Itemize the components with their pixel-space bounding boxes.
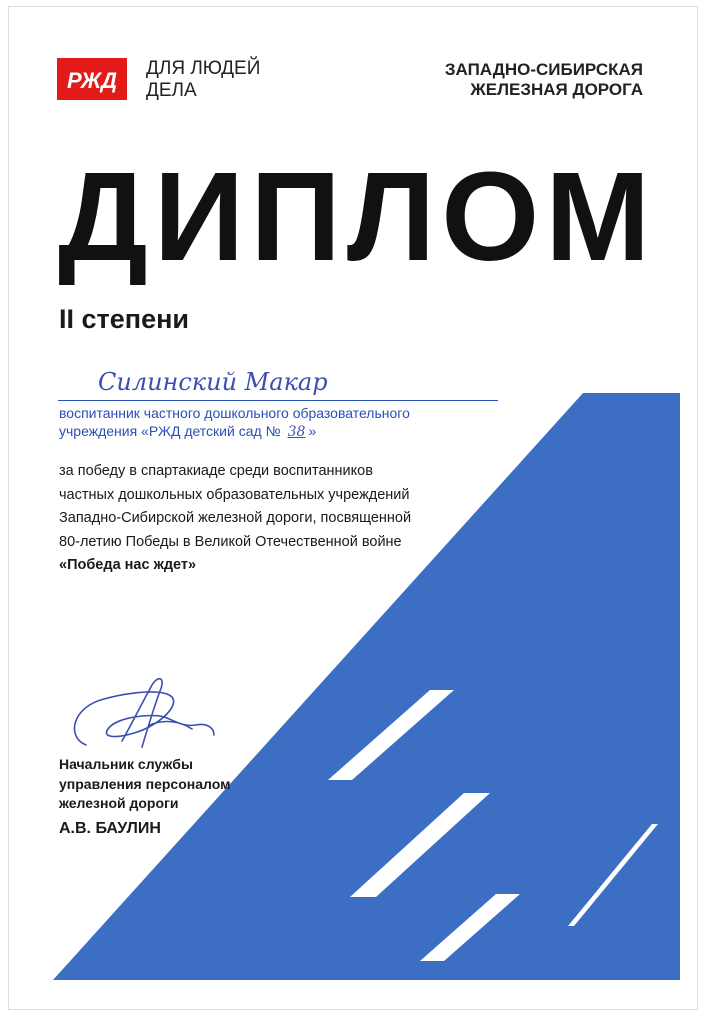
signature — [64, 667, 224, 757]
signer-title-line-1: Начальник службы — [59, 756, 193, 772]
rzd-logo — [57, 58, 127, 100]
logo-text: РЖД — [66, 68, 118, 93]
pupil-line-2 — [59, 422, 410, 441]
signer-title-line-3: железной дороги — [59, 795, 179, 811]
railway-name — [445, 60, 643, 100]
recipient-name-handwritten: Силинский Макар — [98, 368, 328, 396]
kindergarten-number: 38 — [287, 424, 306, 440]
signer-title-line-2: управления персоналом — [59, 775, 231, 792]
name-underline — [58, 400, 498, 401]
reason-line-2: частных дошкольных образовательных учреждений — [59, 486, 410, 503]
reason-line-4: 80-летию Победы в Великой Отечественной войне — [59, 533, 402, 550]
signer-position — [59, 755, 230, 814]
slogan-line-2: ДЕЛА — [146, 80, 197, 101]
event-name: «Победа нас ждет» — [59, 557, 197, 573]
company-slogan — [146, 58, 260, 102]
pupil-line-2-start: учреждения «РЖД детский сад № — [59, 423, 281, 439]
diploma-degree: II степени — [59, 304, 189, 334]
reason-line-3: Западно-Сибирской железной дороги, посвященной — [59, 510, 412, 526]
recipient-description — [59, 404, 410, 441]
signer-name: А.В. БАУЛИН — [59, 820, 161, 837]
railway-name-line-2: ЖЕЛЕЗНАЯ ДОРОГА — [470, 80, 643, 99]
railway-name-line-1: ЗАПАДНО-СИБИРСКАЯ — [444, 60, 643, 79]
slogan-line-1: ДЛЯ ЛЮДЕЙ — [146, 58, 261, 79]
pupil-line-1: воспитанник частного дошкольного образовательного — [59, 405, 410, 421]
reason-line-1: за победу в спартакиаде среди воспитанников — [59, 463, 373, 479]
pupil-line-2-end: » — [308, 423, 317, 439]
award-reason — [59, 460, 411, 578]
diploma-title: ДИПЛОМ — [58, 146, 657, 287]
